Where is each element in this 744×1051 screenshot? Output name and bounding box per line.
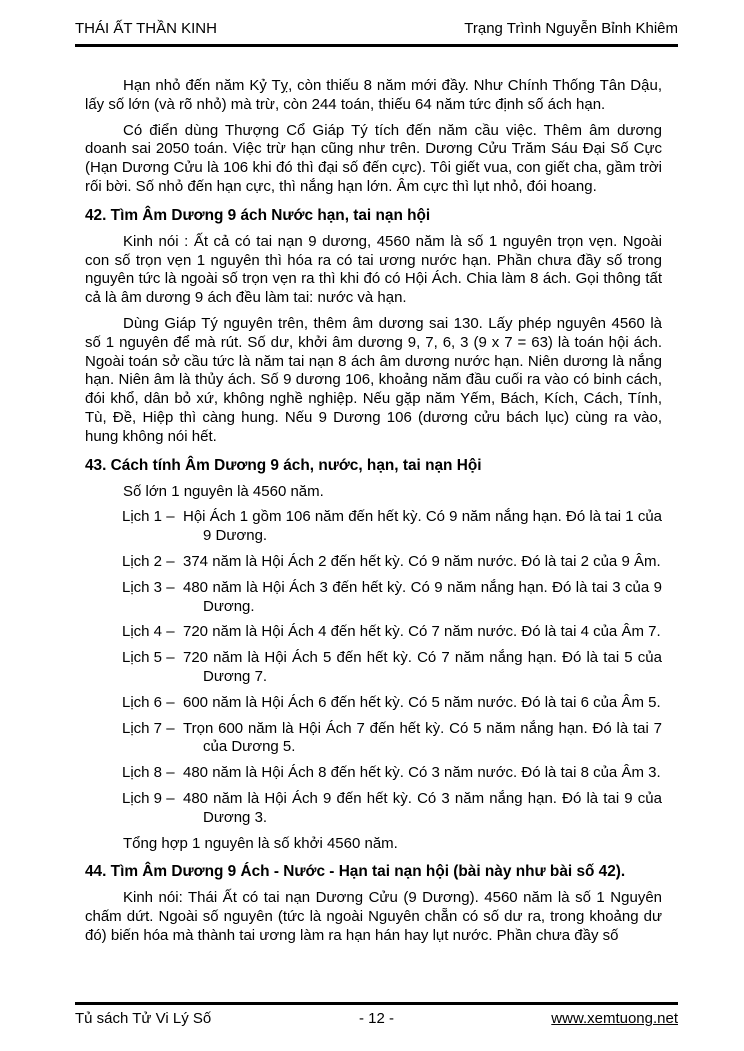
paragraph: Có điển dùng Thượng Cổ Giáp Tý tích đến năm cầu việc. Thêm âm dương doanh sai 2050 toán. Việc trừ hạn cũng như trên. Dương Cửu Trăm Sáu Đại Số Cực (Hạn Dương Cửu là 106 khi đó thì đại số đến cực). Tôi giết vua, con giết cha, gầm trời rối bời. Số nhỏ đến hạn cực, thì nắng hạn lớn. Âm cực thì lụt nhỏ, đói hoang.: [85, 121, 662, 195]
list-item: [85, 649, 662, 687]
list-item: [85, 508, 662, 546]
paragraph: Hạn nhỏ đến năm Kỷ Tỵ, còn thiếu 8 năm mới đầy. Như Chính Thống Tân Dậu, lấy số lớn (và rõ nhỏ) mà trừ, còn 244 toán, thiếu 64 năm tức định số ách hạn.: [85, 77, 662, 113]
list-item-text: 600 năm là Hội Ách 6 đến hết kỳ. Có 5 năm nước. Đó là tai 6 của Âm 5.: [183, 693, 661, 711]
section-heading-42: 42. Tìm Âm Dương 9 ách Nước hạn, tai nạn hội: [85, 206, 431, 224]
section-heading-44: 44. Tìm Âm Dương 9 Ách - Nước - Hạn tai nạn hội (bài này như bài số 42).: [85, 863, 626, 881]
list-item-text: 480 năm là Hội Ách 9 đến hết kỳ. Có 3 năm nắng hạn. Đó là tai 9 của Dương 3.: [183, 789, 662, 826]
list-item: [85, 720, 662, 758]
page-footer: [75, 1002, 678, 1027]
list-item: [85, 553, 662, 572]
list-item: [85, 694, 662, 713]
footer-page-number: - 12 -: [359, 1010, 395, 1027]
paragraph: Kinh nói: Thái Ất có tai nạn Dương Cửu (9 Dương). 4560 năm là số 1 Nguyên chấm dứt. Ngoài số nguyên (tức là ngoài Nguyên chẵn có số dư ra, trong khoảng dư đó) biến hóa mà thành tai ương làm ra hạn hán hay lụt nước. Phần chưa đầy số: [85, 889, 662, 944]
list-item-label: Lịch 6 –: [122, 693, 175, 711]
list-item-text: 480 năm là Hội Ách 8 đến hết kỳ. Có 3 năm nước. Đó là tai 8 của Âm 3.: [183, 764, 661, 782]
page-header: [75, 20, 678, 47]
paragraph: Số lớn 1 nguyên là 4560 năm.: [123, 482, 324, 500]
paragraph: Kinh nói : Ất cả có tai nạn 9 dương, 4560 năm là số 1 nguyên trọn vẹn. Ngoài con số trọn vẹn 1 nguyên thì hóa ra có tai ương nước hạn. Phần chưa đầy số trong nguyên tức là ngoài số trọn vẹn ra thì khi đó có Hội Ách. Chia làm 8 ách. Gọi thông tất cả là âm dương 9 ách đều làm tai: nước và hạn.: [85, 232, 662, 307]
paragraph: Tổng hợp 1 nguyên là số khởi 4560 năm.: [123, 834, 398, 852]
list-item-text: 720 năm là Hội Ách 5 đến hết kỳ. Có 7 năm nắng hạn. Đó là tai 5 của Dương 7.: [183, 649, 662, 685]
list-item-text: 720 năm là Hội Ách 4 đến hết kỳ. Có 7 năm nước. Đó là tai 4 của Âm 7.: [183, 623, 661, 641]
list-item: [85, 790, 662, 828]
list-item-text: Trọn 600 năm là Hội Ách 7 đến hết kỳ. Có 5 năm nắng hạn. Đó là tai 7 của Dương 5.: [183, 719, 662, 756]
list-item: [85, 764, 662, 783]
list-item-label: Lịch 8 –: [122, 764, 175, 782]
page-body: [85, 49, 662, 999]
paragraph: Dùng Giáp Tý nguyên trên, thêm âm dương sai 130. Lấy phép nguyên 4560 là số 1 nguyên để mà rút. Số dư, khởi âm dương 9, 7, 6, 3 (9 x 7 = 63) là toán hội ách. Ngoài toán sở cầu tức là năm tai nạn 8 ách âm dương nước hạn. Niên dương là nắng hạn. Niên âm là thủy ách. Số 9 dương 106, khoảng năm đầu cuối ra vào có binh cách, đói khổ, dân bỏ xứ, không nghề nghiệp. Nếu gặp năm Yếm, Bách, Kích, Cách, Tính, Tù, Đề, Hiệp thì càng hung. Nếu 9 Dương 106 (dương cửu bách lục) cùng ra vào, hung không nói hết.: [85, 314, 662, 445]
list-item-label: Lịch 2 –: [122, 552, 175, 570]
list-item-label: Lịch 3 –: [122, 578, 175, 596]
list-item-label: Lịch 1 –: [122, 508, 175, 526]
list-item-text: 374 năm là Hội Ách 2 đến hết kỳ. Có 9 năm nước. Đó là tai 2 của 9 Âm.: [183, 552, 661, 570]
header-book-title: THÁI ẤT THẦN KINH: [75, 20, 217, 37]
list-item-label: Lịch 4 –: [122, 623, 175, 641]
list-item-text: Hội Ách 1 gồm 106 năm đến hết kỳ. Có 9 năm nắng hạn. Đó là tai 1 của 9 Dương.: [183, 508, 662, 545]
list-item: [85, 579, 662, 617]
header-author: Trạng Trình Nguyễn Bỉnh Khiêm: [464, 20, 678, 37]
footer-website-link[interactable]: www.xemtuong.net: [551, 1010, 679, 1027]
footer-series-title: Tủ sách Tử Vi Lý Số: [75, 1010, 212, 1027]
list-item-label: Lịch 7 –: [122, 719, 175, 737]
list-item-label: Lịch 9 –: [122, 789, 175, 807]
section-heading-43: 43. Cách tính Âm Dương 9 ách, nước, hạn, tai nạn Hội: [85, 456, 482, 474]
list-item: [85, 623, 662, 642]
list-item-text: 480 năm là Hội Ách 3 đến hết kỳ. Có 9 năm nắng hạn. Đó là tai 3 của 9 Dương.: [183, 578, 662, 615]
list-item-label: Lịch 5 –: [122, 649, 175, 667]
